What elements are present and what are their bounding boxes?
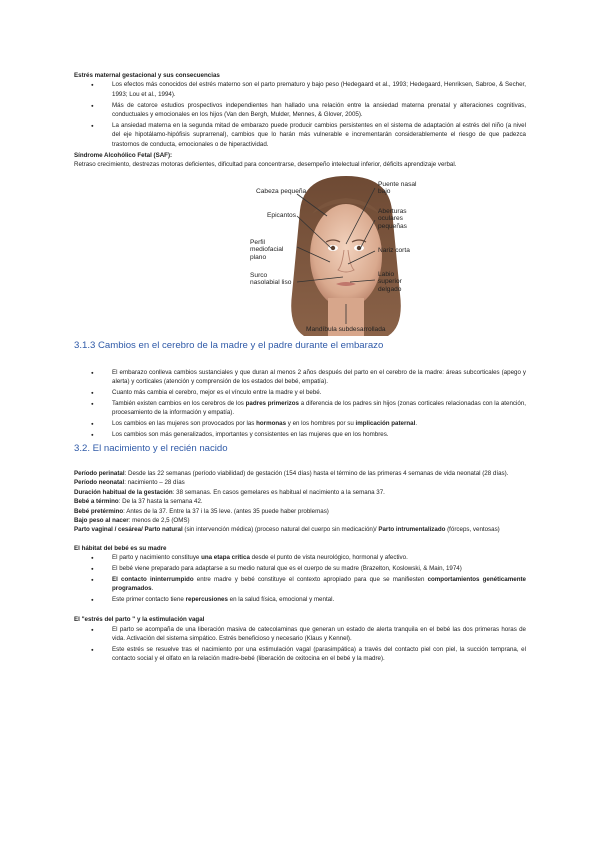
definition-bajo-peso: Bajo peso al nacer: menos de 2,5 (OMS) [74,516,190,524]
saf-text: Retraso crecimiento, destrezas motoras deficientes, dificultad para concentrarse, desempeño intelectual inferior, déficits aprendizaje verbal. [74,161,457,169]
definition-perinatal: Período perinatal: Desde las 22 semanas (período viabilidad) de gestación (154 días) hasta el término de las primeras 4 semanas de vida neonatal (28 días). [74,469,509,477]
definition-duracion: Duración habitual de la gestación: 38 semanas. En casos gemelares es habitual el nacimiento a la semana 37. [74,488,385,496]
list-item: ● Los cambios son más generalizados, importantes y consistentes en las mujeres que en los hombres. [74,430,526,439]
list-item: ● Más de catorce estudios prospectivos independientes han hallado una relación entre la ansiedad materna prenatal y alteraciones cognitivas, conductuales y emocionales en los hijos (Van den Bergh, Mulder, Mennes, & Glover, 2005). [74,101,526,120]
definition-parto: Parto vaginal / cesárea/ Parto natural (sin intervención médica) (proceso natural del cuerpo sin medicación)/ Parto intrumentalizado (fórceps, ventosas) [74,526,500,534]
heading-habitat: El hábitat del bebé es su madre [74,544,167,552]
label-epicantos: Epicantos [267,211,296,219]
label-puente-nasal: Puente nasal bajo [378,180,417,196]
heading-estres-parto: El "estrés del parto " y la estimulación vagal [74,616,205,624]
label-nariz-corta: Nariz corta [378,246,410,254]
definition-neonatal: Período neonatal: nacimiento – 28 días [74,479,185,487]
list-cambios-cerebro [74,368,526,440]
list-estres-gestacional [74,80,526,149]
list-item: ● Este estrés se resuelve tras el nacimiento por una estimulación vagal (parasimpática) a través del contacto piel con piel, la succión temprana, el contacto social y el olfato en la relación madre-bebé (liberación de oxitocina en el bebé y la madre). [74,645,526,664]
label-mandibula: Mandíbula subdesarrollada [306,325,386,333]
label-labio-superior: Labio superior delgado [378,270,402,293]
saf-face-figure [200,174,500,336]
section-heading-313: 3.1.3 Cambios en el cerebro de la madre y el padre durante el embarazo [74,339,384,351]
label-cabeza-pequena: Cabeza pequeña [256,187,307,195]
label-aberturas-oculares: Aberturas oculares pequeñas [378,207,407,230]
heading-saf: Síndrome Alcohólico Fetal (SAF): [74,151,173,159]
section-heading-32: 3.2. El nacimiento y el recién nacido [74,442,228,454]
list-estres-parto [74,625,526,664]
list-item: ● El parto y nacimiento constituye una etapa crítica desde el punto de vista neurológico, hormonal y afectivo. [74,553,526,562]
list-item: ● Este primer contacto tiene repercusiones en la salud física, emocional y mental. [74,595,526,604]
list-item: ● El parto se acompaña de una liberación masiva de catecolaminas que generan un estado de alerta tranquila en el bebé las dos primeras horas de vida. Activación del sistema simpático. Estrés beneficioso y necesario (Klaus y Kennel). [74,625,526,644]
list-item: ● Los cambios en las mujeres son provocados por las hormonas y en los hombres por su implicación paternal. [74,419,526,428]
list-item: ● La ansiedad materna en la segunda mitad de embarazo puede producir cambios persistentes en el sistema de adaptación al estrés del niño (a nivel del eje hipotálamo-hipófisis suprarrenal), cambios que lo harán más vulnerable e incrementarán considerablemente el riesgo de que padezca trastornos de conducta, emocionales o de hiperactividad. [74,121,526,149]
list-item: ● Cuanto más cambia el cerebro, mejor es el vínculo entre la madre y el bebé. [74,388,526,397]
page-content [74,71,526,665]
label-perfil-mediofacial: Perfil mediofacial plano [250,238,284,261]
face-illustration [200,174,500,336]
heading-estres-gestacional: Estrés maternal gestacional y sus consecuencias [74,72,220,79]
definition-pretermino: Bebé pretérmino: Antes de la 37. Entre la 37 i la 35 leve. (antes 35 puede haber problemas) [74,507,329,515]
label-surco-nasolabial: Surco nasolabial liso [250,271,292,287]
definition-termino: Bebé a término: De la 37 hasta la semana 42. [74,498,203,506]
list-item: ● También existen cambios en los cerebros de los padres primerizos a diferencia de los padres sin hijos (zonas corticales relacionadas con la atención, procesamiento de la información y empatía). [74,399,526,418]
list-item: ● Los efectos más conocidos del estrés materno son el parto prematuro y bajo peso (Hedegaard et al., 1993; Hedegaard, Henriksen, Sabroe, & Secher, 1993; Lou et al., 1994). [74,80,526,99]
list-item: ● El bebé viene preparado para adaptarse a su medio natural que es el cuerpo de su madre (Brazelton, Koslowski, & Main, 1974) [74,564,526,573]
list-item: ● El contacto ininterrumpido entre madre y bebé constituye el contexto apropiado para que se manifiesten comportamientos genéticamente programados. [74,575,526,594]
list-item: ● El embarazo conlleva cambios sustanciales y que duran al menos 2 años después del parto en el cerebro de la madre: áreas subcorticales (apego y alerta) y corticales (atención y comprensión de los estados del bebé, empatía). [74,368,526,387]
list-habitat [74,553,526,605]
